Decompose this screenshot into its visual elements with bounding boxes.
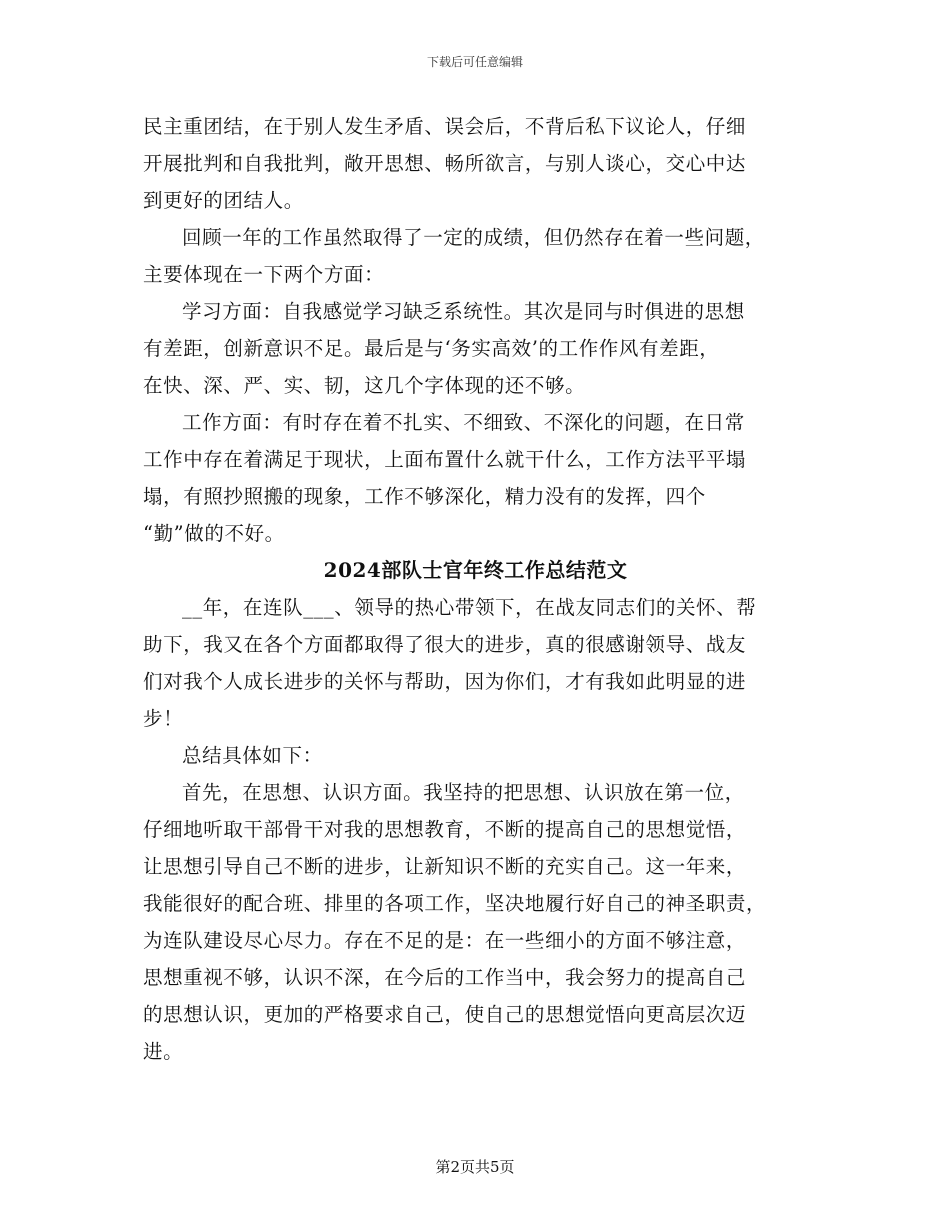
paragraph-summary-lead bbox=[143, 737, 808, 774]
text-line: 首先，在思想、认识方面。我坚持的把思想、认识放在第一位， bbox=[182, 781, 745, 804]
text-line: 总结具体如下： bbox=[182, 744, 323, 767]
paragraph-unity bbox=[143, 108, 808, 219]
text-line: 主要体现在一下两个方面： bbox=[143, 263, 385, 286]
text-line: 我能很好的配合班、排里的各项工作，坚决地履行好自己的神圣职责， bbox=[143, 892, 767, 915]
text-line: 们对我个人成长进步的关怀与帮助，因为你们，才有我如此明显的进 bbox=[143, 670, 747, 693]
text-line: 塌，有照抄照搬的现象，工作不够深化，精力没有的发挥，四个 bbox=[143, 485, 706, 508]
section-title: 2024部队士官年终工作总结范文 bbox=[323, 558, 628, 582]
paragraph-thought bbox=[143, 774, 808, 1070]
paragraph-intro bbox=[143, 589, 808, 737]
text-line: 工作中存在着满足于现状，上面布置什么就干什么，工作方法平平塌 bbox=[143, 448, 747, 471]
paragraph-work bbox=[143, 404, 808, 552]
text-line: 学习方面：自我感觉学习缺乏系统性。其次是同与时俱进的思想 bbox=[182, 300, 745, 323]
document-body bbox=[143, 108, 808, 1070]
page-header-note: 下载后可任意编辑 bbox=[426, 55, 523, 69]
text-line: 让思想引导自己不断的进步，让新知识不断的充实自己。这一年来， bbox=[143, 855, 747, 878]
text-line: 工作方面：有时存在着不扎实、不细致、不深化的问题，在日常 bbox=[182, 411, 745, 434]
text-line: 步！ bbox=[143, 707, 184, 730]
text-line: __年，在连队___、领导的热心带领下，在战友同志们的关怀、帮 bbox=[182, 596, 757, 619]
text-line: 民主重团结，在于别人发生矛盾、误会后，不背后私下议论人，仔细 bbox=[143, 115, 747, 138]
text-line: 到更好的团结人。 bbox=[143, 189, 304, 212]
text-line: 在快、深、严、实、韧，这几个字体现的还不够。 bbox=[143, 374, 586, 397]
paragraph-study bbox=[143, 293, 808, 404]
page-number: 第2页共5页 bbox=[435, 1158, 515, 1176]
text-line: 有差距，创新意识不足。最后是与‘务实高效’的工作作风有差距， bbox=[143, 337, 720, 360]
text-line: 的思想认识，更加的严格要求自己，使自己的思想觉悟向更高层次迈 bbox=[143, 1003, 747, 1026]
text-line: 为连队建设尽心尽力。存在不足的是：在一些细小的方面不够注意， bbox=[143, 929, 747, 952]
text-line: 回顾一年的工作虽然取得了一定的成绩，但仍然存在着一些问题， bbox=[182, 226, 765, 249]
text-line: 进。 bbox=[143, 1040, 184, 1063]
text-line: 思想重视不够，认识不深，在今后的工作当中，我会努力的提高自己 bbox=[143, 966, 747, 989]
text-line: 仔细地听取干部骨干对我的思想教育，不断的提高自己的思想觉悟， bbox=[143, 818, 747, 841]
text-line: “勤”做的不好。 bbox=[143, 522, 285, 545]
text-line: 开展批判和自我批判，敞开思想、畅所欲言，与别人谈心，交心中达 bbox=[143, 152, 747, 175]
paragraph-review bbox=[143, 219, 808, 293]
text-line: 助下，我又在各个方面都取得了很大的进步，真的很感谢领导、战友 bbox=[143, 633, 747, 656]
